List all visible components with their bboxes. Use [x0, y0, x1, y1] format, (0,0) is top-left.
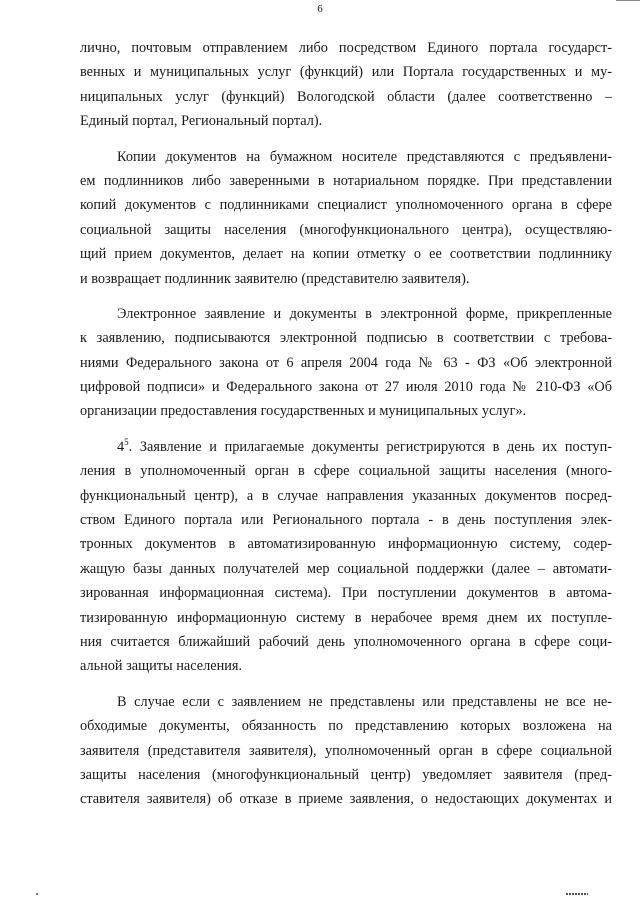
text-line: ниципальных услуг (функций) Вологодской области (далее соответственно –: [80, 88, 612, 105]
text-line: венных и муниципальных услуг (функций) или Портала государственных и му-: [80, 64, 612, 81]
text-line: и возвращает подлинник заявителю (представителю заявителя).: [80, 270, 470, 287]
clause-superscript: 5: [124, 436, 129, 447]
paragraph-3: [80, 302, 612, 424]
text-line: функциональный центр), а в случае направления указанных документов посред-: [80, 487, 612, 504]
text-line: тизированную информационную систему в нерабочее время днем их поступле-: [80, 609, 612, 626]
text-line: ем подлинников либо заверенными в нотариальном порядке. При представлении: [80, 172, 612, 189]
text-line: ством Единого портала или Регионального портала - в день поступления элек-: [80, 512, 612, 529]
text-line: к заявлению, подписываются электронной подписью в соответствии с требова-: [80, 330, 612, 347]
scan-artifact-top: [616, 0, 640, 1]
scan-artifact-left: [36, 893, 38, 895]
paragraph-2: [80, 145, 612, 291]
text-line: Электронное заявление и документы в электронной форме, прикрепленные: [117, 305, 612, 322]
text-line: альной защиты населения.: [80, 658, 243, 675]
paragraph-4: [80, 435, 612, 679]
text-line: лично, почтовым отправлением либо посредством Единого портала государст-: [80, 40, 612, 56]
text-line: зированная информационная система). При поступлении документов в автома-: [80, 585, 612, 602]
text-line: обходимые документы, обязанность по представлению которых возложена на: [80, 718, 612, 735]
text-line: ставителя заявителя) об отказе в приеме заявления, о недостающих документах и: [80, 791, 612, 808]
text-line: социальной защиты населения (многофункционального центра), осуществляю-: [80, 221, 612, 238]
paragraph-1: [80, 36, 612, 134]
text-line: ления в уполномоченный орган в сфере социальной защиты населения (много-: [80, 463, 612, 480]
text-line: заявителя (представителя заявителя), уполномоченный орган в сфере социальной: [80, 742, 612, 759]
clause-number: 4: [117, 438, 125, 455]
text-line: ниями Федерального закона от 6 апреля 2004 года № 63 - ФЗ «Об электронной: [80, 354, 612, 371]
text-line: копий документов с подлинниками специалист уполномоченного органа в сфере: [80, 197, 612, 214]
text-line: ния считается ближайший рабочий день уполномоченного органа в сфере соци-: [80, 633, 612, 650]
text-fragment: . Заявление и прилагаемые документы регистрируются в день их поступ-: [128, 438, 612, 455]
text-line: Копии документов на бумажном носителе представляются с предъявлени-: [117, 148, 612, 165]
scan-artifact-right: [566, 893, 588, 895]
text-line: жащую базы данных получателей мер социальной поддержки (далее – автомати-: [80, 560, 612, 577]
text-line: щий прием документов, делает на копии отметку о ее соответствии подлиннику: [80, 246, 612, 263]
paragraph-5: [80, 690, 612, 812]
text-line: В случае если с заявлением не представлены или представлены не все не-: [117, 693, 612, 710]
text-line: тронных документов в автоматизированную информационную систему, содер-: [80, 536, 612, 553]
document-body: [80, 36, 612, 812]
text-line: [80, 435, 612, 459]
text-line: организации предоставления государственных и муниципальных услуг».: [80, 403, 527, 420]
text-line: защиты населения (многофункциональный центр) уведомляет заявителя (пред-: [80, 766, 612, 783]
page-number: 6: [317, 3, 323, 15]
text-line: цифровой подписи» и Федерального закона от 27 июля 2010 года № 210-ФЗ «Об: [80, 379, 612, 396]
text-line: Единый портал, Региональный портал).: [80, 113, 323, 130]
